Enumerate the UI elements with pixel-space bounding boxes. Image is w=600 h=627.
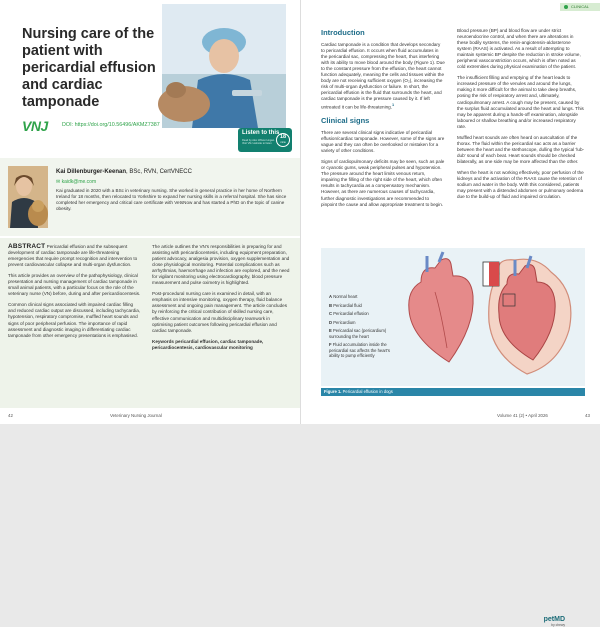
figure-caption-label: Figure 1. [324, 389, 342, 394]
figure-legend [329, 294, 395, 362]
keywords [152, 339, 290, 351]
right-page-column-2 [457, 28, 585, 205]
petmd-logo [544, 616, 565, 627]
vnj-logo: VNJ [22, 118, 48, 134]
duration-badge [276, 133, 290, 147]
column2-p1: Blood pressure (BP) and blood flow are under strict neuroendocrine control, and when there are alterations in these bodily systems, the renin-angiotensin-aldosterone system (RAAS) is activated. As a result of attempting to maintain systemic BP despite the reduction in stroke volume, peripheral vasoconstriction occurs, which is often noted as cold extremities during physical examination of the patient. [457, 28, 581, 70]
badge-text: CLINICAL [571, 4, 590, 9]
normal-heart-drawing [409, 252, 473, 362]
badge-dot-icon [564, 5, 568, 9]
legend-item-c [329, 311, 395, 316]
nurse-with-dog-photo [162, 4, 286, 128]
author-email-text: kaidk@me.com [61, 179, 97, 185]
clinical-signs-heading: Clinical signs [321, 116, 370, 126]
left-page [0, 0, 300, 424]
clinical-signs-p2: Signs of cardiopulmonary deficits may be seen, such as pale or cyanotic gums, weak peripheral pulses and hypotension. The pressure around the heart limits venous return, impairing the filling of the right side of the heart, which often results in tachycardia as a compensatory mechanism. However, as there are numerous causes of tachycardia, further diagnostic investigations are recommended to pinpoint the cause and allow appropriate treatment to begin. [321, 159, 445, 207]
legend-key-b: B [329, 302, 333, 308]
legend-text-e: Pericardial sac (pericardium) surrounding the heart [329, 328, 387, 339]
abstract-box [0, 238, 300, 408]
section-badge [560, 3, 600, 11]
abstract-heading: ABSTRACT [8, 243, 46, 250]
doi-link[interactable]: DOI: https://doi.org/10.56496/AKMZ7387 [62, 122, 160, 128]
column2-p4: When the heart is not working effectively, poor perfusion of the kidneys and the activation of the RAAS cause the retention of sodium and water in the body. With this considered, patients may present with a distended abdomen or pulmonary oedema due to the build-up of fluid and impaired circulation. [457, 169, 584, 200]
legend-text-f: Fluid accumulation inside the pericardial sac affects the heart's ability to pump efficiently [329, 342, 391, 359]
abstract-p1 [8, 244, 142, 268]
hero-section [0, 0, 300, 152]
legend-text-b: Pericardial fluid [333, 302, 362, 308]
abstract-column-1 [8, 244, 142, 344]
heart-illustration [391, 252, 579, 378]
keywords-label: Keywords [152, 338, 174, 344]
legend-key-a: A [329, 294, 333, 299]
listen-sub: Read by Alex Wilson Hogan. Visit VNJ website to listen [242, 139, 275, 146]
listen-label: Listen to this [242, 130, 280, 136]
introduction-text: Cardiac tamponade is a condition that develops secondary to pericardial effusion. It occurs when fluid accumulates in the pericardial sac, compressing the heart, thus interfering with its ability to move blood around the body (Figure 1). Due to the constant pressure from the effusion, the heart cannot function adequately, meaning the cells and tissues within the body are not receiving sufficient oxygen (O₂), increasing the risk of multi-organ dysfunction or failure. In short, the pericardial effusion is the fluid that surrounds the heart, and cardiac tamponade is the pressure caused by it. If left untreated it can be life-threatening. [321, 42, 445, 110]
petmd-logo-sub: by chewy [551, 623, 565, 627]
introduction-paragraph [321, 42, 445, 111]
abstract-p3: Common clinical signs associated with impaired cardiac filling and reduced cardiac output are discussed, including tachycardia, hypotension, respiratory compromise, muffled heart sounds and signs of poor peripheral perfusion. The importance of rapid assessment and diagnostic imaging in differentiating cardiac tamponade from other emergency presentations is emphasised. [8, 302, 141, 338]
legend-text-d: Pericardium [333, 319, 356, 325]
column2-p3: Muffled heart sounds are often heard on auscultation of the thorax. The fluid within the pericardial sac acts as a barrier between the heart and the stethoscope, dulling the typical 'lub-dub' sound of each beat. Heart sounds should be checked bilaterally, as one side may be more affected than the other. [457, 134, 585, 164]
introduction-ref: 1 [392, 103, 395, 108]
keywords-text: pericardial effusion, cardiac tamponade, pericardiocentesis, cardiovascular monitoring [152, 338, 264, 350]
introduction-heading: Introduction [321, 28, 365, 37]
duration-number: 18 [279, 134, 287, 140]
legend-key-d: D [329, 319, 333, 325]
author-bio: Kai graduated in 2020 with a BSc in veterinary nursing. She worked in general practice in her home of Northern Ireland for 18 months, then relocated to Yorkshire to expand her nursing skills in a referral hospital. She has since completed her emergency and critical care certificate with VetsNow and has started a PhD on the topic of canine obesity. [56, 188, 287, 212]
legend-text-c: Pericardial effusion [333, 311, 369, 317]
legend-key-c: C [329, 311, 333, 317]
petmd-logo-text: petMD [543, 616, 565, 623]
legend-item-f [329, 342, 395, 358]
abstract-p5: Post-procedural nursing care is examined in detail, with an emphasis on intensive monitoring, oxygen therapy, fluid balance assessment and ongoing pain management. The article concludes by reinforcing the critical contribution of skilled nursing care, effective communication and multidisciplinary teamwork in optimising patient outcomes following pericardial effusion and cardiac tamponade. [152, 291, 288, 333]
abstract-p2: This article provides an overview of the pathophysiology, clinical presentation and nursing management of cardiac tamponade in small animal patients, with a particular focus on the role of the veterinary nurse (VN) before, during and after pericardiocentesis. [8, 273, 141, 297]
legend-item-d [329, 320, 395, 325]
author-name [56, 169, 192, 175]
volume-info: Volume 41 (2) • April 2026 [497, 413, 548, 418]
article-title: Nursing care of the patient with pericardial effusion and cardiac tamponade [22, 26, 156, 110]
author-box [0, 158, 300, 236]
figure-caption [321, 388, 585, 396]
mail-icon: ✉ [56, 179, 62, 185]
listen-to-this-button[interactable] [238, 128, 292, 152]
abstract-p4: The article outlines the VN's responsibilities in preparing for and assisting with pericardiocentesis, including equipment preparation, patient advocacy, analgesia provision, oxygen supplementation and close physiological monitoring. Potential complications such as arrhythmias, haemorrhage and infection are explored, and the need for vigilant monitoring using electrocardiography, blood pressure measurement and pulse oximetry is highlighted. [152, 244, 290, 286]
legend-key-e: E [329, 328, 332, 334]
figure-caption-text: Pericardial effusion in dogs [342, 389, 393, 394]
author-photo [8, 166, 48, 228]
legend-text-a: Normal heart [333, 294, 358, 299]
right-page-number: 43 [585, 413, 590, 418]
legend-key-f: F [329, 342, 332, 348]
journal-name: Veterinary Nursing Journal [110, 413, 162, 418]
column2-p2: The insufficient filling and emptying of the heart leads to increased pressure of the venules and around the lungs, making it more difficult for the animal to take deep breaths, posing the risk of respiratory arrest and, ultimately, cardiopulmonary arrest. A cough may be present, caused by the surplus fluid accumulated around the heart and lungs. This may be apparent during a hands-off examination, alongside laboured or shallow breathing and/or increased respiratory rate. [457, 75, 584, 129]
right-page [300, 0, 600, 627]
author-credentials: , BSc, RVN, CertVNECC [126, 169, 192, 175]
author-name-text: Kai Dillenburger-Keenan [56, 169, 127, 175]
author-email[interactable] [56, 179, 96, 185]
clinical-signs-p1: There are several clinical signs indicative of pericardial effusion/cardiac tamponade. However, some of the signs are vague and they can often be overlooked or mistaken for a variety of other conditions. [321, 130, 445, 154]
legend-item-a [329, 294, 395, 299]
abstract-column-2 [152, 244, 290, 356]
abstract-p1-text: Pericardial effusion and the subsequent development of cardiac tamponade are life-threatening emergencies that require prompt recognition and intervention to prevent cardiovascular collapse and multi-organ dysfunction. [8, 244, 138, 268]
effusion-heart-drawing [489, 256, 571, 374]
right-page-column-1 [321, 28, 445, 213]
legend-item-e [329, 328, 395, 339]
legend-item-b [329, 303, 395, 308]
left-page-number: 42 [8, 413, 13, 418]
duration-unit: mins [280, 141, 286, 144]
